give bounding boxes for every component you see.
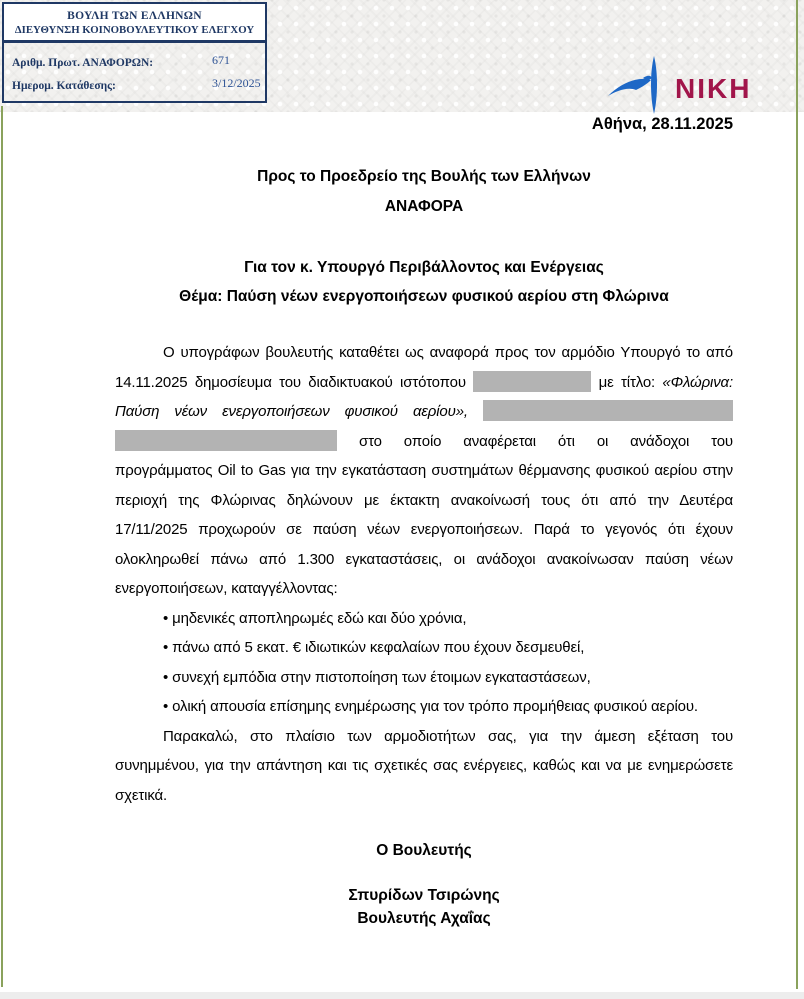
- text-run: 17/11/2025 προχωρούν σε παύση νέων ενεργοποιήσεων. Παρά το γεγονός ότι έχουν: [115, 521, 733, 538]
- header-subject: Θέμα: Παύση νέων ενεργοποιήσεων φυσικού αερίου στη Φλώρινα: [179, 288, 669, 305]
- body-line: [115, 633, 733, 663]
- body-line: [115, 456, 733, 486]
- body-line: [115, 368, 733, 398]
- italic-text-run: Παύση νέων ενεργοποιήσεων φυσικού αερίου»,: [115, 403, 468, 420]
- text-run: • μηδενικές αποπληρωμές εδώ και δύο χρόνια,: [163, 609, 467, 627]
- stamp-title: [4, 4, 265, 43]
- text-run: Ο υπογράφων βουλευτής καταθέτει ως αναφορά προς τον αρμόδιο Υπουργό το από: [163, 344, 733, 361]
- protocol-number-label: Αριθμ. Πρωτ. ΑΝΑΦΟΡΩΝ:: [12, 57, 154, 69]
- body-line: [115, 397, 733, 427]
- redaction-block: [473, 371, 591, 392]
- text-run: 14.11.2025 δημοσίευμα του διαδικτυακού ιστότοπου: [115, 373, 466, 391]
- stamp-title-line2: ΔΙΕΥΘΥΝΣΗ ΚΟΙΝΟΒΟΥΛΕΥΤΙΚΟΥ ΕΛΕΓΧΟΥ: [14, 24, 255, 36]
- header-addressee: Για τον κ. Υπουργό Περιβάλλοντος και Ενέργειας: [244, 259, 604, 276]
- body-line: [115, 781, 733, 811]
- page-bottom-edge: [0, 992, 804, 999]
- signature-constituency: Βουλευτής Αχαΐας: [357, 910, 491, 927]
- page-edge-line-right: [796, 0, 798, 989]
- text-run: ενεργοποιήσεων, καταγγέλλοντας:: [115, 580, 338, 597]
- signature-role: Ο Βουλευτής: [376, 842, 472, 859]
- body-line: [115, 574, 733, 604]
- stamp-fields: [4, 43, 265, 92]
- niki-logo-text: ΝΙΚΗ: [675, 73, 752, 104]
- body-text: [115, 338, 733, 810]
- parliament-stamp-box: [2, 2, 267, 103]
- text-run: • συνεχή εμπόδια στην πιστοποίηση των έτοιμων εγκαταστάσεων,: [163, 668, 591, 686]
- body-line: [115, 604, 733, 634]
- body-line: [115, 486, 733, 516]
- italic-text-run: «Φλώρινα:: [662, 373, 733, 391]
- body-line: [115, 338, 733, 368]
- header-doc-type: ΑΝΑΦΟΡΑ: [384, 198, 464, 215]
- filing-date-value: 3/12/2025: [212, 76, 261, 90]
- body-line: [115, 722, 733, 752]
- protocol-number-value: 671: [212, 53, 230, 67]
- text-run: σχετικά.: [115, 786, 168, 804]
- text-run: περιοχή της Φλώρινας δηλώνουν με έκτακτη ανακοίνωσή τους ότι από την Δευτέρα: [115, 491, 733, 509]
- body-line: [115, 515, 733, 545]
- body-line: [115, 692, 733, 722]
- body-line: [115, 545, 733, 575]
- filing-date-row: [12, 76, 265, 92]
- text-run: στο οποίο αναφέρεται ότι οι ανάδοχοι του: [358, 432, 733, 450]
- body-line: [115, 751, 733, 781]
- redaction-block: [115, 430, 337, 451]
- header-to-presidium: Προς το Προεδρείο της Βουλής των Ελλήνων: [257, 168, 591, 185]
- redaction-block: [483, 400, 733, 421]
- page-edge-line-left: [1, 106, 3, 987]
- text-run: • ολική απουσία επίσημης ενημέρωσης για τον τρόπο προμήθειας φυσικού αερίου.: [163, 698, 698, 715]
- text-run: Παρακαλώ, στο πλαίσιο των αρμοδιοτήτων σας, για την άμεση εξέταση του: [163, 727, 733, 745]
- text-run: • πάνω από 5 εκατ. € ιδιωτικών κεφαλαίων που έχουν δεσμευθεί,: [163, 639, 585, 656]
- protocol-number-row: [12, 53, 265, 69]
- text-run: συνημμένου, για την απάντηση και τις σχετικές σας ενέργειες, καθώς και να με ενημερώσετε: [115, 757, 733, 774]
- niki-bird-icon: [607, 56, 673, 116]
- text-run: με τίτλο:: [598, 373, 656, 391]
- stamp-title-line1: ΒΟΥΛΗ ΤΩΝ ΕΛΛΗΝΩΝ: [67, 10, 202, 22]
- body-line: [115, 427, 733, 457]
- text-run: προγράμματος Oil to Gas για την εγκατάσταση συστημάτων θέρμανσης φυσικού αερίου στην: [115, 462, 733, 479]
- signature-name: Σπυρίδων Τσιρώνης: [348, 887, 500, 904]
- date-line: Αθήνα, 28.11.2025: [591, 115, 733, 133]
- niki-party-logo: [607, 56, 751, 116]
- body-line: [115, 663, 733, 693]
- filing-date-label: Ημερομ. Κατάθεσης:: [12, 80, 116, 92]
- text-run: ολοκληρωθεί πάνω από 1.300 εγκαταστάσεις, οι ανάδοχοι ανακοίνωσαν παύση νέων: [115, 550, 733, 568]
